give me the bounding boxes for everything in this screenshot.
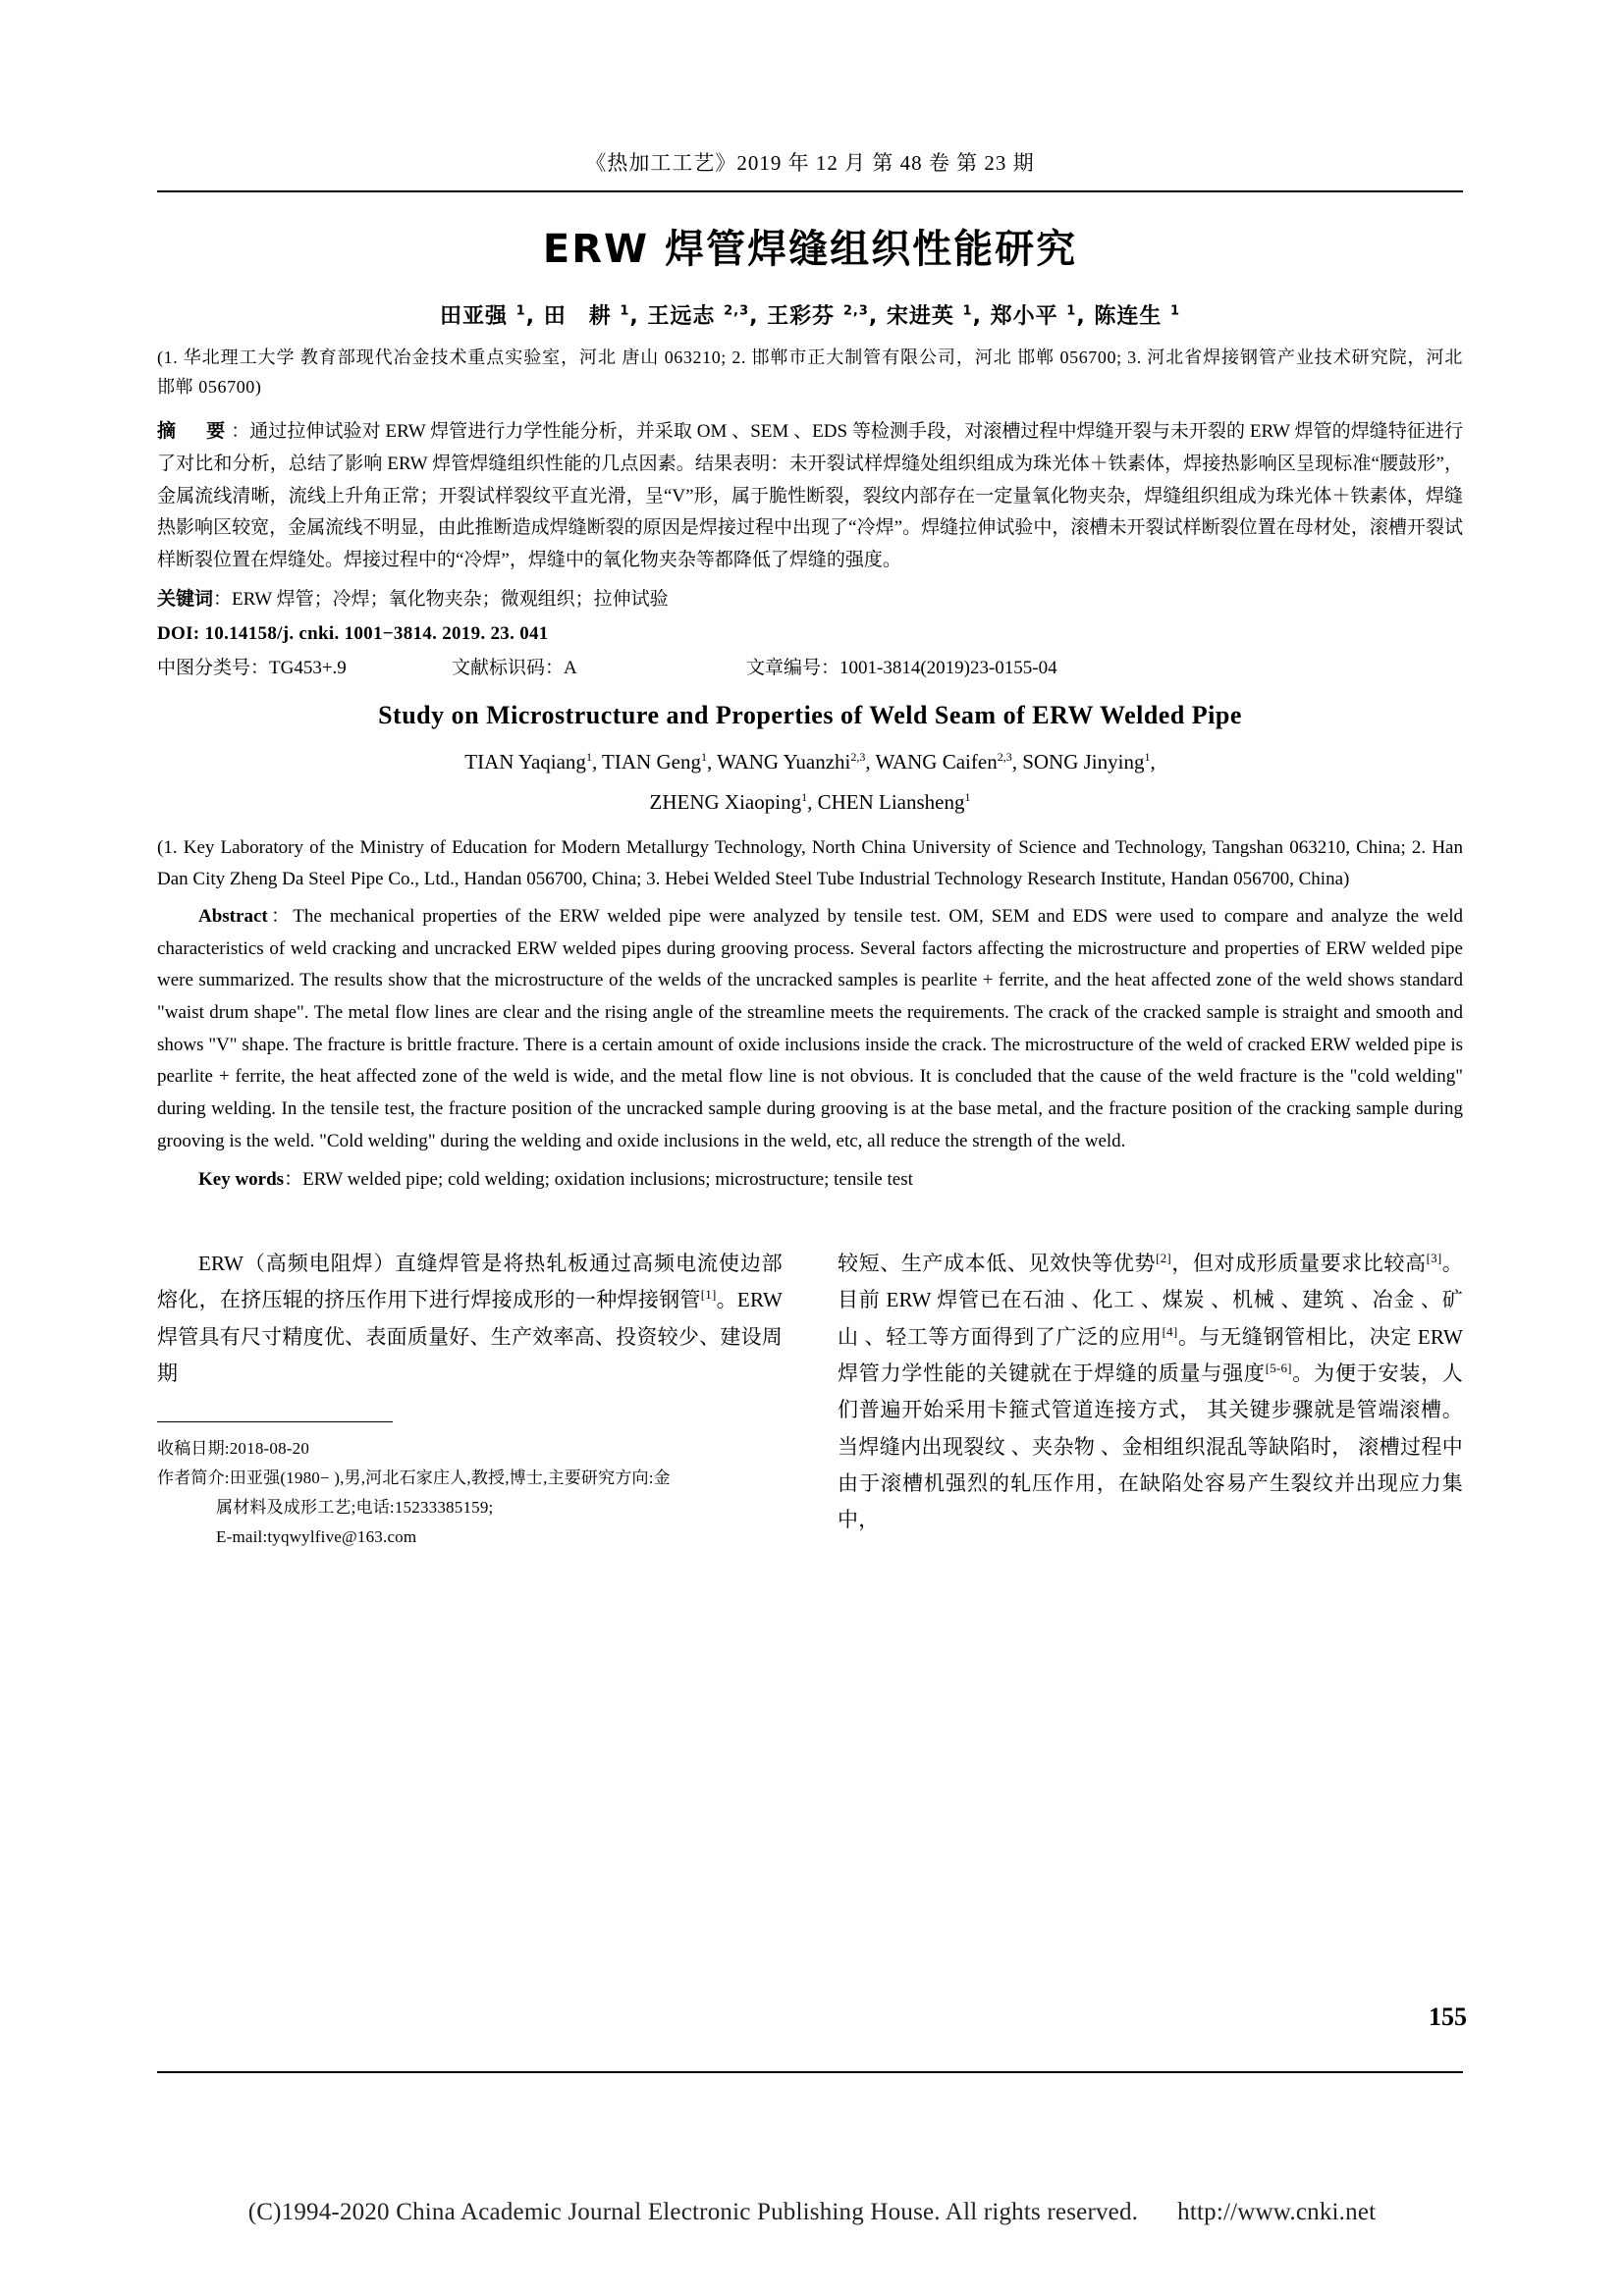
classification-line — [157, 653, 1463, 679]
received-date: 收稿日期:2018-08-20 — [157, 1439, 310, 1459]
copyright-url: http://www.cnki.net — [1177, 2199, 1377, 2225]
keywords-english-label: Key words — [198, 1168, 285, 1190]
clc-number: 中图分类号：TG453+.9 — [157, 658, 347, 679]
keywords-chinese-label: 关键词 — [157, 587, 214, 610]
page-title-chinese: ERW 焊管焊缝组织性能研究 — [542, 227, 1078, 272]
body-paragraph-right: 较短、生产成本低、见效快等优势[2]，但对成形质量要求比较高[3]。目前 ERW 焊管已在石油 、化工 、煤炭 、机械 、建筑 、冶金 、矿山 、轻工等方面得到了广泛的应用[4]。与无缝钢管相比，决定 ERW 焊管力学性能的关键就在于焊缝的质量与强度[5-6]。为便于安装，人们普遍开始采用卡箍式管道连接方式， 其关键步骤就是管端滚槽。当焊缝内出现裂纹 、夹杂物 、金相组织混乱等缺陷时， 滚槽过程中由于滚槽机强烈的轧压作用，在缺陷处容易产生裂纹并出现应力集中， — [838, 1250, 1464, 1532]
body-paragraph-left: ERW（高频电阻焊）直缝焊管是将热轧板通过高频电流使边部熔化，在挤压辊的挤压作用下进行焊接成形的一种焊接钢管[1]。ERW 焊管具有尺寸精度优、表面质量好、生产效率高、投资较少、建设周期 — [157, 1251, 784, 1385]
author-bio-line-1: 作者简介:田亚强(1980− ),男,河北石家庄人,教授,博士,主要研究方向:金 — [157, 1468, 671, 1488]
author-bio-line-2: 属材料及成形工艺;电话:15233385159; — [216, 1497, 494, 1517]
document-code: 文献标识码：A — [452, 658, 577, 679]
affiliation-english: (1. Key Laboratory of the Ministry of Education for Modern Metallurgy Technology, North China University of Science and Technology, Tangshan 063210, China; 2. Han Dan City Zheng Da Steel Pipe Co., Ltd., Handan 056700, China; 3. Hebei Welded Steel Tube Industrial Technology Research Institute, Handan 056700, China) — [157, 836, 1463, 889]
footnote-block — [157, 1434, 783, 1551]
page-content — [157, 147, 1463, 1560]
abstract-english-text: ：The mechanical properties of the ERW welded pipe were analyzed by tensile test. OM, SEM and EDS were used to compare and analyze the weld characteristics of weld cracking and uncracked ERW welded pipes during grooving process. Several factors affecting the microstructure and properties of ERW welded pipe were summarized. The results show that the microstructure of the welds of the uncracked samples is pearlite + ferrite, and the heat affected zone of the weld shows standard "waist drum shape". The metal flow lines are clear and the rising angle of the streamline meets the requirements. The crack of the cracked sample is straight and smooth and shows "V" shape. The fracture is brittle fracture. There is a certain amount of oxide inclusions inside the crack. The microstructure of the weld of cracked ERW welded pipe is pearlite + ferrite, the heat affected zone of the weld is wide, and the metal flow line is not obvious. It is concluded that the cause of the weld fracture is the "cold welding" during welding. In the tensile test, the fracture position of the uncracked sample during grooving is at the base metal, and the fracture position of the cracking sample during grooving is the weld. "Cold welding" during the welding and oxide inclusions in the weld, etc, all reduce the strength of the weld. — [157, 906, 1463, 1151]
keywords-chinese — [157, 583, 1463, 615]
abstract-chinese — [157, 415, 1463, 576]
abstract-english-label: Abstract — [198, 906, 268, 928]
abstract-chinese-text: ：通过拉伸试验对 ERW 焊管进行力学性能分析，并采取 OM 、SEM 、EDS 等检测手段，对滚槽过程中焊缝开裂与未开裂的 ERW 焊管的焊缝特征进行了对比和分析，总结了影响 ERW 焊管焊缝组织性能的几点因素。结果表明：未开裂试样焊缝处组织组成为珠光体＋铁素体，焊接热影响区呈现标准“腰鼓形”，金属流线清晰，流线上升角正常；开裂试样裂纹平直光滑，呈“V”形，属于脆性断裂，裂纹内部存在一定量氧化物夹杂，焊缝组织组成为珠光体＋铁素体，焊缝热影响区较宽，金属流线不明显，由此推断造成焊缝断裂的原因是焊接过程中出现了“冷焊”。焊缝拉伸试验中，滚槽未开裂试样断裂位置在母材处，滚槽开裂试样断裂位置在焊缝处。焊接过程中的“冷焊”，焊缝中的氧化物夹杂等都降低了焊缝的强度。 — [157, 421, 1463, 571]
authors-chinese: 田亚强 $^1$, 田 耕 $^1$, 王远志 $^{2,3}$, 王彩芬 $^{2,3}$, 宋进英 $^1$, 郑小平 $^1$, 陈连生 $^1$ — [439, 303, 1181, 329]
keywords-english-text: ：ERW welded pipe; cold welding; oxidation inclusions; microstructure; tensile test — [284, 1168, 913, 1190]
running-head: 《热加工工艺》2019 年 12 月 第 48 卷 第 23 期 — [585, 151, 1035, 175]
keywords-english — [157, 1164, 1463, 1196]
right-column — [838, 1225, 1463, 1560]
footnote-rule — [157, 1421, 393, 1422]
abstract-english — [157, 901, 1463, 1157]
body-columns — [157, 1225, 1463, 1560]
page-number: 155 — [1429, 2002, 1467, 2031]
keywords-chinese-text: ：ERW 焊管；冷焊；氧化物夹杂；微观组织；拉伸试验 — [213, 588, 669, 610]
doi-line: DOI: 10.14158/j. cnki. 1001−3814. 2019. 23. 041 — [157, 623, 549, 645]
abstract-chinese-label: 摘 要 — [157, 420, 232, 443]
author-email: E-mail:tyqwylfive@163.com — [216, 1526, 417, 1546]
authors-english-line-2: ZHENG Xiaoping$^1$, CHEN Liansheng$^1$ — [649, 789, 971, 814]
footer-rule — [157, 2071, 1463, 2073]
copyright-text: (C)1994-2020 China Academic Journal Electronic Publishing House. All rights reserved. — [247, 2199, 1139, 2225]
header-rule — [157, 190, 1463, 192]
copyright-notice — [0, 2199, 1624, 2226]
article-id: 文章编号：1001-3814(2019)23-0155-04 — [746, 658, 1057, 679]
affiliation-chinese: (1. 华北理工大学 教育部现代冶金技术重点实验室，河北 唐山 063210; 2. 邯郸市正大制管有限公司，河北 邯郸 056700; 3. 河北省焊接钢管产业技术研究院，河北 邯郸 056700) — [157, 347, 1463, 397]
left-column — [157, 1225, 783, 1560]
authors-english-line-1: TIAN Yaqiang$^1$, TIAN Geng$^1$, WANG Yuanzhi$^{2,3}$, WANG Caifen$^{2,3}$, SONG Jinying$^1$, — [464, 750, 1156, 774]
page-title-english: Study on Microstructure and Properties of Weld Seam of ERW Welded Pipe — [378, 701, 1242, 730]
